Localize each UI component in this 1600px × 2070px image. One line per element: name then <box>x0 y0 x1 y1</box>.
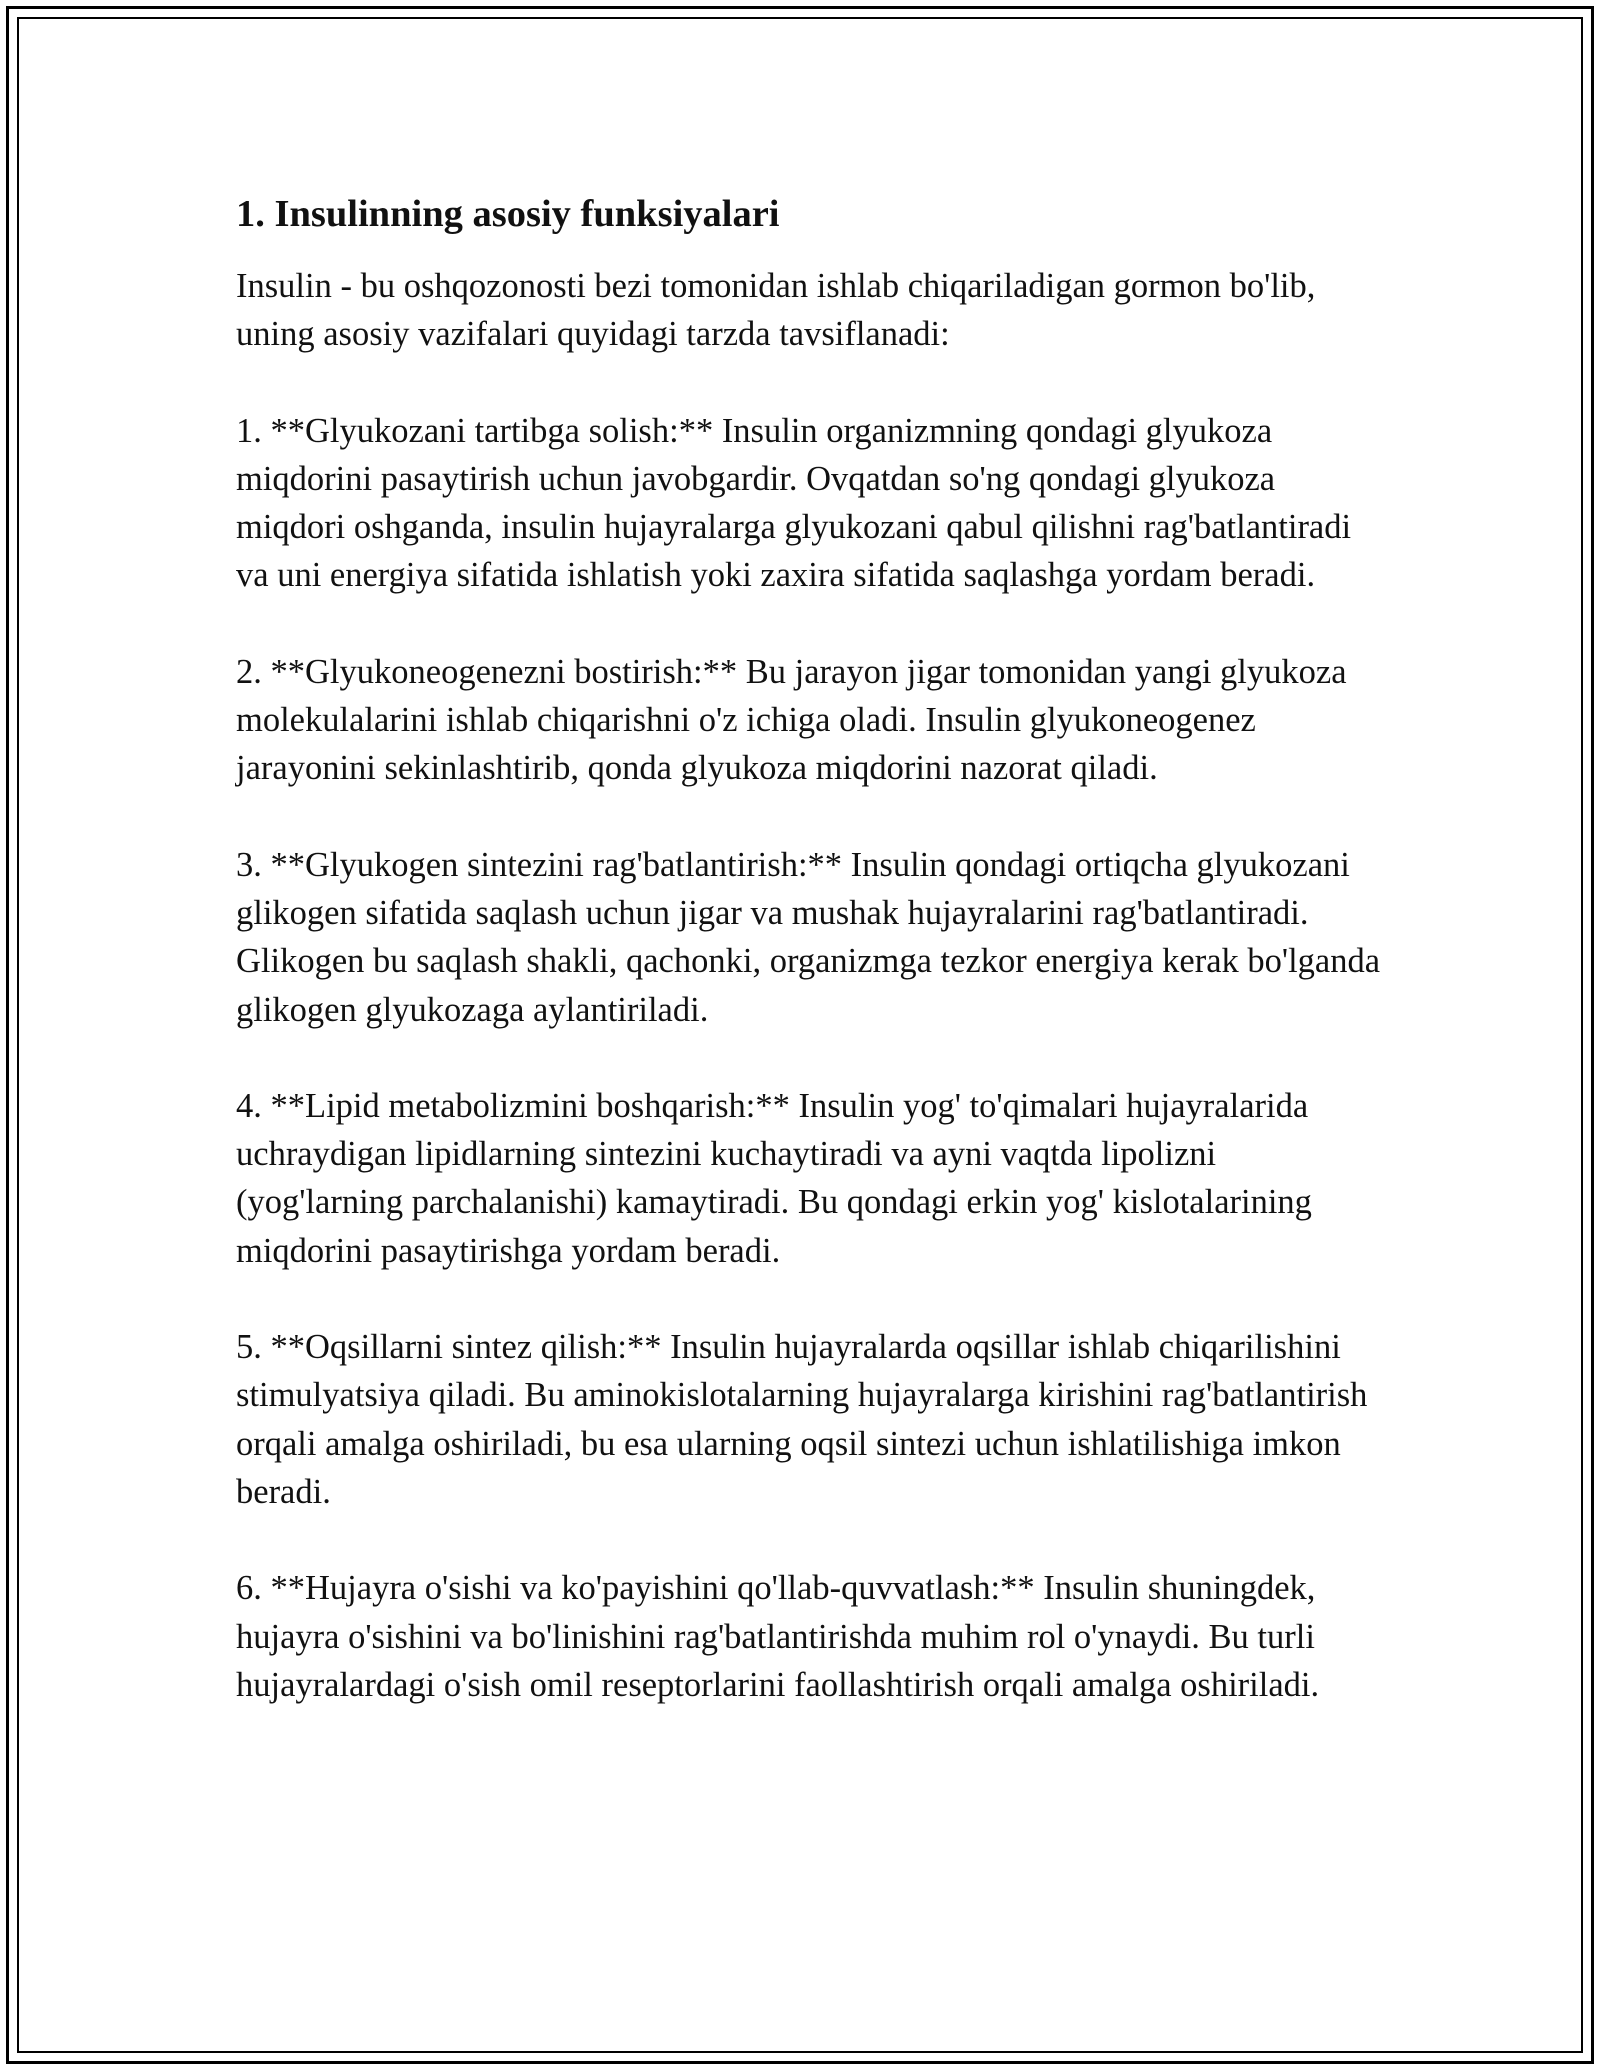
function-item-glucose-regulation: 1. **Glyukozani tartibga solish:** Insulin organizmning qondagi glyukoza miqdorini pasaytirish uchun javobgardir. Ovqatdan so'ng qondagi glyukoza miqdori oshganda, insulin hujayralarga glyukozani qabul qilishni rag'batlantiradi va uni energiya sifatida ishlatish yoki zaxira sifatida saqlashga yordam beradi. <box>236 411 1352 595</box>
function-item-protein-synthesis: 5. **Oqsillarni sintez qilish:** Insulin hujayralarda oqsillar ishlab chiqarilishini stimulyatsiya qiladi. Bu aminokislotalarning hujayralarga kirishini rag'batlantirish orqali amalga oshiriladi, bu esa ularning oqsil sintezi uchun ishlatilishiga imkon beradi. <box>236 1328 1368 1511</box>
document-body <box>236 188 1386 1709</box>
section-heading: 1. Insulinning asosiy funksiyalari <box>236 193 780 235</box>
intro-paragraph: Insulin - bu oshqozonosti bezi tomonidan ishlab chiqariladigan gormon bo'lib, uning asosiy vazifalari quyidagi tarzda tavsiflanadi: <box>236 267 1316 354</box>
function-item-lipid-metabolism: 4. **Lipid metabolizmini boshqarish:** Insulin yog' to'qimalari hujayralarida uchraydigan lipidlarning sintezini kuchaytiradi va ayni vaqtda lipolizni (yog'larning parchalanishi) kamaytiradi. Bu qondagi erkin yog' kislotalarining miqdorini pasaytirishga yordam beradi. <box>236 1086 1312 1270</box>
function-item-glycogen-synthesis: 3. **Glyukogen sintezini rag'batlantirish:** Insulin qondagi ortiqcha glyukozani glikogen sifatida saqlash uchun jigar va mushak hujayralarini rag'batlantiradi. Glikogen bu saqlash shakli, qachonki, organizmga tezkor energiya kerak bo'lganda glikogen glyukozaga aylantiriladi. <box>236 845 1381 1029</box>
function-item-gluconeogenesis: 2. **Glyukoneogenezni bostirish:** Bu jarayon jigar tomonidan yangi glyukoza molekulalarini ishlab chiqarishni o'z ichiga oladi. Insulin glyukoneogenez jarayonini sekinlashtirib, qonda glyukoza miqdorini nazorat qiladi. <box>236 652 1347 788</box>
function-item-cell-growth: 6. **Hujayra o'sishi va ko'payishini qo'llab-quvvatlash:** Insulin shuningdek, hujayra o'sishini va bo'linishini rag'batlantirishda muhim rol o'ynaydi. Bu turli hujayralardagi o'sish omil reseptorlarini faollashtirish orqali amalga oshiriladi. <box>236 1569 1320 1704</box>
